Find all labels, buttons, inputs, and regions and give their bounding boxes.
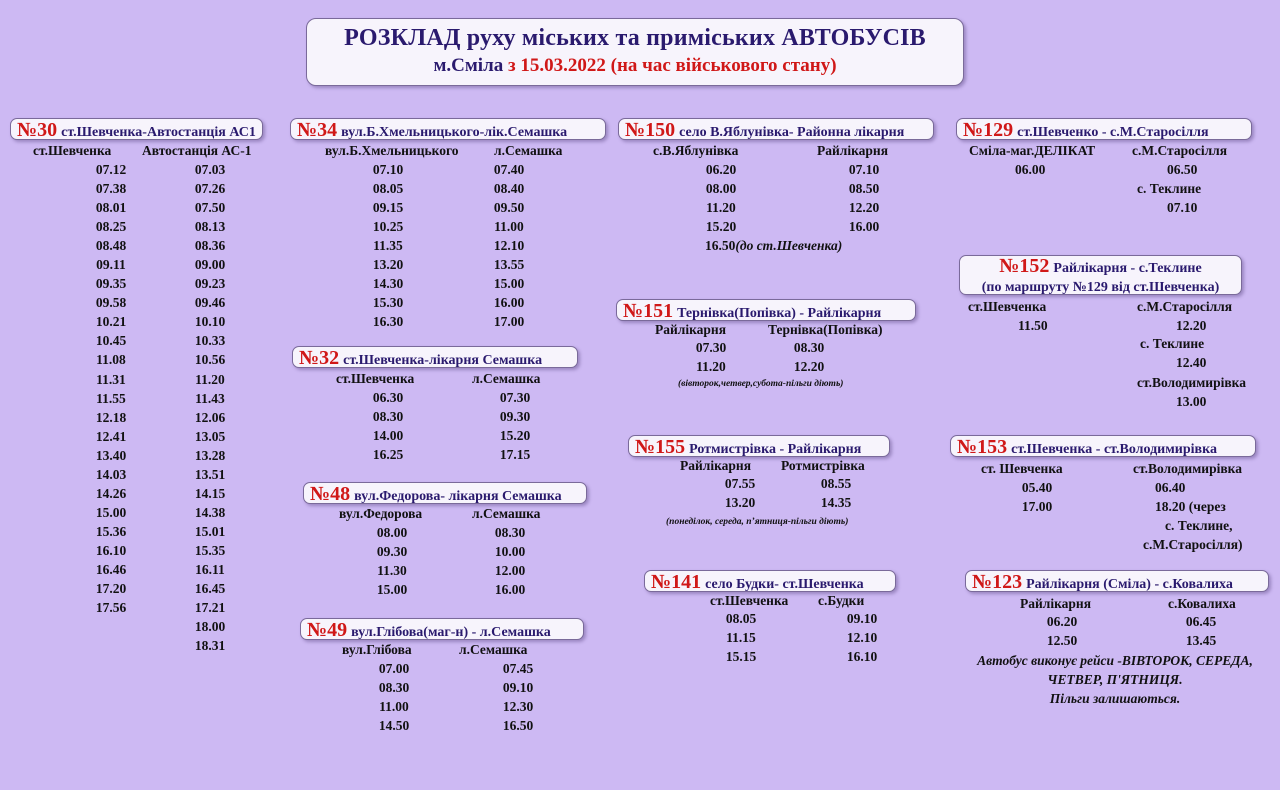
departure-time: 09.58: [95, 295, 127, 311]
r152-time2: 12.20: [1176, 318, 1207, 333]
r30-col2-times: [187, 160, 233, 655]
departure-time: 11.35: [373, 238, 403, 254]
route-name: ст.Шевченка - ст.Володимирівка: [1011, 442, 1217, 457]
r123-col2-times: [1175, 612, 1227, 650]
departure-time: 05.40: [1021, 480, 1053, 495]
route-name: село В.Яблунівка- Районна лікарня: [679, 125, 905, 140]
r32-col1-header: ст.Шевченка: [336, 371, 415, 386]
departure-time: 14.03: [95, 466, 127, 482]
departure-time: 14.15: [194, 485, 226, 501]
departure-time: 12.20: [793, 359, 825, 375]
departure-time: 07.12: [95, 162, 127, 177]
r153-time2b: 18.20 (через: [1155, 499, 1226, 514]
r153-via2: с.М.Старосілля): [1143, 537, 1243, 552]
departure-time: 13.45: [1185, 633, 1217, 649]
departure-time: 09.11: [96, 257, 126, 273]
departure-time: 08.30: [793, 340, 825, 355]
departure-time: 07.40: [493, 162, 525, 177]
r151-note: (вівторок,четвер,субота-пільги діють): [678, 379, 844, 389]
departure-time: 08.00: [376, 525, 408, 540]
r49-col2-times: [492, 659, 544, 735]
route-150-header: [618, 118, 934, 140]
r150-col1-header: с.В.Яблунівка: [653, 143, 739, 158]
departure-time: 17.56: [95, 600, 127, 616]
departure-time: 11.08: [96, 352, 126, 368]
departure-time: 08.40: [493, 181, 525, 197]
route-number: №123: [972, 571, 1023, 593]
departure-time: 09.00: [194, 257, 226, 273]
route-153-header: [950, 435, 1256, 457]
date-label: з 15.03.2022 (на час військового стану): [507, 55, 837, 76]
route-name: Ротмистрівка - Райлікарня: [689, 442, 862, 457]
departure-time: 16.10: [846, 649, 878, 665]
departure-time: 11.20: [195, 371, 225, 387]
departure-time: 16.00: [493, 295, 525, 311]
r129-col2-header: с.М.Старосілля: [1132, 143, 1228, 158]
departure-time: 15.01: [194, 523, 226, 539]
departure-time: 15.00: [95, 504, 127, 520]
departure-time: 07.45: [502, 661, 534, 676]
r32-col2-header: л.Семашка: [472, 371, 541, 386]
departure-time: 09.10: [846, 611, 878, 626]
departure-time: 07.00: [378, 661, 410, 676]
departure-time: 09.30: [499, 409, 531, 425]
r151-col2-times: [783, 338, 835, 376]
departure-time: 12.10: [846, 630, 878, 646]
r152-time1: 11.50: [1018, 318, 1048, 333]
r32-col1-times: [362, 388, 414, 464]
r129-time2: 06.50: [1167, 162, 1198, 177]
r153-via1: с. Теклине,: [1165, 518, 1233, 533]
r151-col1-times: [685, 338, 737, 376]
route-number: №150: [625, 119, 676, 141]
departure-time: 10.45: [95, 333, 127, 349]
departure-time: 16.30: [372, 314, 404, 330]
departure-time: 09.50: [493, 200, 525, 216]
departure-time: 10.21: [95, 314, 127, 330]
departure-time: 15.00: [376, 582, 408, 598]
r152-stop3: ст.Володимирівка: [1137, 375, 1246, 390]
route-name: Райлікарня - с.Теклине: [1053, 261, 1202, 276]
departure-time: 15.15: [725, 649, 757, 665]
departure-time: 07.10: [372, 162, 404, 177]
departure-time: 12.06: [194, 409, 226, 425]
route-32-header: [292, 346, 578, 368]
r123-col1-header: Райлікарня: [1020, 596, 1092, 611]
departure-time: 06.20: [705, 162, 737, 177]
r151-col1-header: Райлікарня: [655, 322, 727, 337]
departure-time: 12.50: [1046, 633, 1078, 649]
r129-time1: 06.00: [1015, 162, 1046, 177]
route-number: №151: [623, 300, 674, 322]
route-151-header: [616, 299, 916, 321]
departure-time: 08.36: [194, 238, 226, 254]
departure-time: 08.48: [95, 238, 127, 254]
r129-col1-header: Сміла-маг.ДЕЛІКАТ: [969, 143, 1096, 158]
r123-note-line2: ЧЕТВЕР, П'ЯТНИЦЯ.: [1047, 672, 1183, 687]
departure-time: 13.51: [194, 466, 226, 482]
departure-time: 07.03: [194, 162, 226, 177]
departure-time: 15.20: [499, 428, 531, 444]
route-155-header: [628, 435, 890, 457]
r152-time4: 13.00: [1176, 394, 1207, 409]
departure-time: 09.35: [95, 276, 127, 292]
departure-time: 14.50: [378, 718, 410, 734]
departure-time: 14.30: [372, 276, 404, 292]
departure-time: 16.00: [494, 582, 526, 598]
departure-time: 11.15: [726, 630, 756, 646]
departure-time: 16.11: [195, 561, 225, 577]
r151-col2-header: Тернівка(Попівка): [768, 322, 883, 337]
departure-time: 15.30: [372, 295, 404, 311]
departure-time: 06.20: [1046, 614, 1078, 629]
departure-time: 12.18: [95, 409, 127, 425]
r49-col1-times: [368, 659, 420, 735]
r141-col2-times: [836, 609, 888, 666]
route-name: Райлікарня (Сміла) - с.Ковалиха: [1026, 577, 1233, 592]
r34-col2-header: л.Семашка: [494, 143, 563, 158]
r30-col1-times: [88, 160, 134, 617]
r34-col1-times: [362, 160, 414, 331]
r129-time3: 07.10: [1167, 200, 1198, 215]
r48-col1-times: [366, 523, 418, 599]
departure-time: 16.46: [95, 561, 127, 577]
page-title: РОЗКЛАД руху міських та приміських АВТОБУСІВ: [344, 25, 926, 51]
route-129-header: [956, 118, 1252, 140]
departure-time: 08.30: [494, 525, 526, 540]
departure-time: 08.25: [95, 219, 127, 235]
r153-col1-times: [1011, 478, 1063, 516]
departure-time: 11.20: [706, 200, 736, 216]
departure-time: 18.00: [194, 619, 226, 635]
departure-time: 10.00: [494, 544, 526, 560]
r155-col1-times: [714, 474, 766, 512]
route-number: №49: [307, 619, 348, 641]
departure-time: 07.50: [194, 200, 226, 216]
route-name: Тернівка(Попівка) - Райлікарня: [677, 306, 882, 321]
r150-extra-time: 16.50: [705, 238, 736, 253]
route-name: вул.Федорова- лікарня Семашка: [354, 489, 562, 504]
r123-note: [950, 651, 1280, 708]
departure-time: 06.30: [372, 390, 404, 405]
route-152-header: [959, 255, 1242, 295]
departure-time: 14.35: [820, 495, 852, 511]
departure-time: 14.00: [372, 428, 404, 444]
departure-time: 11.00: [379, 699, 409, 715]
departure-time: 10.10: [194, 314, 226, 330]
departure-time: 16.10: [95, 542, 127, 558]
route-number: №141: [651, 571, 702, 593]
route-49-header: [300, 618, 584, 640]
departure-time: 15.00: [493, 276, 525, 292]
departure-time: 09.15: [372, 200, 404, 216]
departure-time: 12.30: [502, 699, 534, 715]
departure-time: 07.30: [695, 340, 727, 355]
r141-col1-times: [715, 609, 767, 666]
departure-time: 08.50: [848, 181, 880, 197]
departure-time: 10.25: [372, 219, 404, 235]
departure-time: 07.30: [499, 390, 531, 405]
r123-note-line1: Автобус виконує рейси -ВІВТОРОК, СЕРЕДА,: [977, 653, 1253, 668]
city-label: м.Сміла: [433, 55, 504, 76]
departure-time: 15.36: [95, 523, 127, 539]
route-name: село Будки- ст.Шевченка: [705, 577, 864, 592]
r150-col2-header: Райлікарня: [817, 143, 889, 158]
r152-time3: 12.40: [1176, 355, 1207, 370]
r48-col2-header: л.Семашка: [472, 506, 541, 521]
departure-time: 11.43: [195, 390, 225, 406]
r129-stop2: с. Теклине: [1137, 181, 1202, 196]
r152-col2-header: с.М.Старосілля: [1137, 299, 1233, 314]
departure-time: 08.13: [194, 219, 226, 235]
departure-time: 16.45: [194, 581, 226, 597]
r48-col2-times: [484, 523, 536, 599]
r150-extra-note: (до ст.Шевченка): [735, 238, 843, 253]
departure-time: 13.20: [372, 257, 404, 273]
departure-time: 17.00: [1021, 499, 1053, 515]
r30-col2-header: Автостанція АС-1: [142, 143, 252, 158]
r150-extra: [705, 236, 842, 255]
r152-stop2: с. Теклине: [1140, 336, 1205, 351]
route-name: вул.Б.Хмельницького-лік.Семашка: [341, 125, 568, 140]
route-number: №129: [963, 119, 1014, 141]
route-number: №48: [310, 483, 351, 505]
r49-col1-header: вул.Глібова: [342, 642, 412, 657]
route-name: ст.Шевченка-лікарня Семашка: [343, 353, 543, 368]
departure-time: 09.30: [376, 544, 408, 560]
r48-col1-header: вул.Федорова: [339, 506, 423, 521]
route-name: вул.Глібова(маг-н) - л.Семашка: [351, 625, 551, 640]
route-name: ст.Шевченка-Автостанція АС1: [61, 125, 256, 140]
route-34-header: [290, 118, 606, 140]
departure-time: 08.05: [725, 611, 757, 626]
departure-time: 07.26: [194, 181, 226, 197]
departure-time: 17.21: [194, 600, 226, 616]
route-152-sub: (по маршруту №129 від ст.Шевченка): [981, 280, 1220, 295]
route-123-header: [965, 570, 1269, 592]
departure-time: 07.55: [724, 476, 756, 491]
r155-col2-times: [810, 474, 862, 512]
r30-col1-header: ст.Шевченка: [33, 143, 112, 158]
departure-time: 17.00: [493, 314, 525, 330]
departure-time: 14.26: [95, 485, 127, 501]
departure-time: 11.31: [96, 371, 126, 387]
r152-col1-header: ст.Шевченка: [968, 299, 1047, 314]
r141-col2-header: с.Будки: [818, 593, 865, 608]
departure-time: 08.30: [372, 409, 404, 425]
departure-time: 06.45: [1185, 614, 1217, 629]
departure-time: 11.30: [377, 563, 407, 579]
departure-time: 08.30: [378, 680, 410, 696]
departure-time: 10.56: [194, 352, 226, 368]
r155-note: (понеділок, середа, п’ятниця-пільги діють): [666, 517, 849, 527]
departure-time: 08.55: [820, 476, 852, 491]
r32-col2-times: [489, 388, 541, 464]
departure-time: 08.00: [705, 181, 737, 197]
departure-time: 09.10: [502, 680, 534, 696]
departure-time: 15.20: [705, 219, 737, 235]
r49-col2-header: л.Семашка: [459, 642, 528, 657]
r34-col2-times: [483, 160, 535, 331]
departure-time: 07.10: [848, 162, 880, 177]
departure-time: 17.20: [95, 581, 127, 597]
departure-time: 08.01: [95, 200, 127, 216]
departure-time: 16.00: [848, 219, 880, 235]
r123-col2-header: с.Ковалиха: [1168, 596, 1236, 611]
departure-time: 16.25: [372, 447, 404, 463]
r141-col1-header: ст.Шевченка: [710, 593, 789, 608]
r150-col1-times: [695, 160, 747, 236]
departure-time: 15.35: [194, 542, 226, 558]
departure-time: 14.38: [194, 504, 226, 520]
departure-time: 13.28: [194, 447, 226, 463]
departure-time: 12.00: [494, 563, 526, 579]
departure-time: 07.38: [95, 181, 127, 197]
departure-time: 08.05: [372, 181, 404, 197]
r155-col2-header: Ротмистрівка: [781, 458, 865, 473]
r150-col2-times: [838, 160, 890, 236]
departure-time: 13.40: [95, 447, 127, 463]
departure-time: 11.00: [494, 219, 524, 235]
departure-time: 13.55: [493, 257, 525, 273]
departure-time: 10.33: [194, 333, 226, 349]
departure-time: 13.05: [194, 428, 226, 444]
r153-col2-header: ст.Володимирівка: [1133, 461, 1242, 476]
r123-note-line3: Пільги залишаються.: [1049, 691, 1181, 706]
r155-col1-header: Райлікарня: [680, 458, 752, 473]
departure-time: 12.20: [848, 200, 880, 216]
departure-time: 12.10: [493, 238, 525, 254]
route-name: ст.Шевченко - с.М.Старосілля: [1017, 125, 1209, 140]
route-number: №30: [17, 119, 58, 141]
route-48-header: [303, 482, 587, 504]
route-30-header: [10, 118, 263, 140]
departure-time: 11.55: [96, 390, 126, 406]
departure-time: 18.31: [194, 638, 226, 654]
page-subtitle: [307, 55, 963, 77]
departure-time: 13.20: [724, 495, 756, 511]
route-number: №34: [297, 119, 338, 141]
r34-col1-header: вул.Б.Хмельницького: [325, 143, 459, 158]
departure-time: 17.15: [499, 447, 531, 463]
departure-time: 11.20: [696, 359, 726, 375]
r153-time2a: 06.40: [1155, 480, 1186, 495]
r153-col1-header: ст. Шевченка: [981, 461, 1063, 476]
r123-col1-times: [1036, 612, 1088, 650]
departure-time: 16.50: [502, 718, 534, 734]
route-number: №155: [635, 436, 686, 458]
route-number: №32: [299, 347, 340, 369]
departure-time: 09.23: [194, 276, 226, 292]
departure-time: 12.41: [95, 428, 127, 444]
route-number: №152: [999, 255, 1050, 277]
route-number: №153: [957, 436, 1008, 458]
route-141-header: [644, 570, 896, 592]
title-box: [306, 18, 964, 86]
departure-time: 09.46: [194, 295, 226, 311]
